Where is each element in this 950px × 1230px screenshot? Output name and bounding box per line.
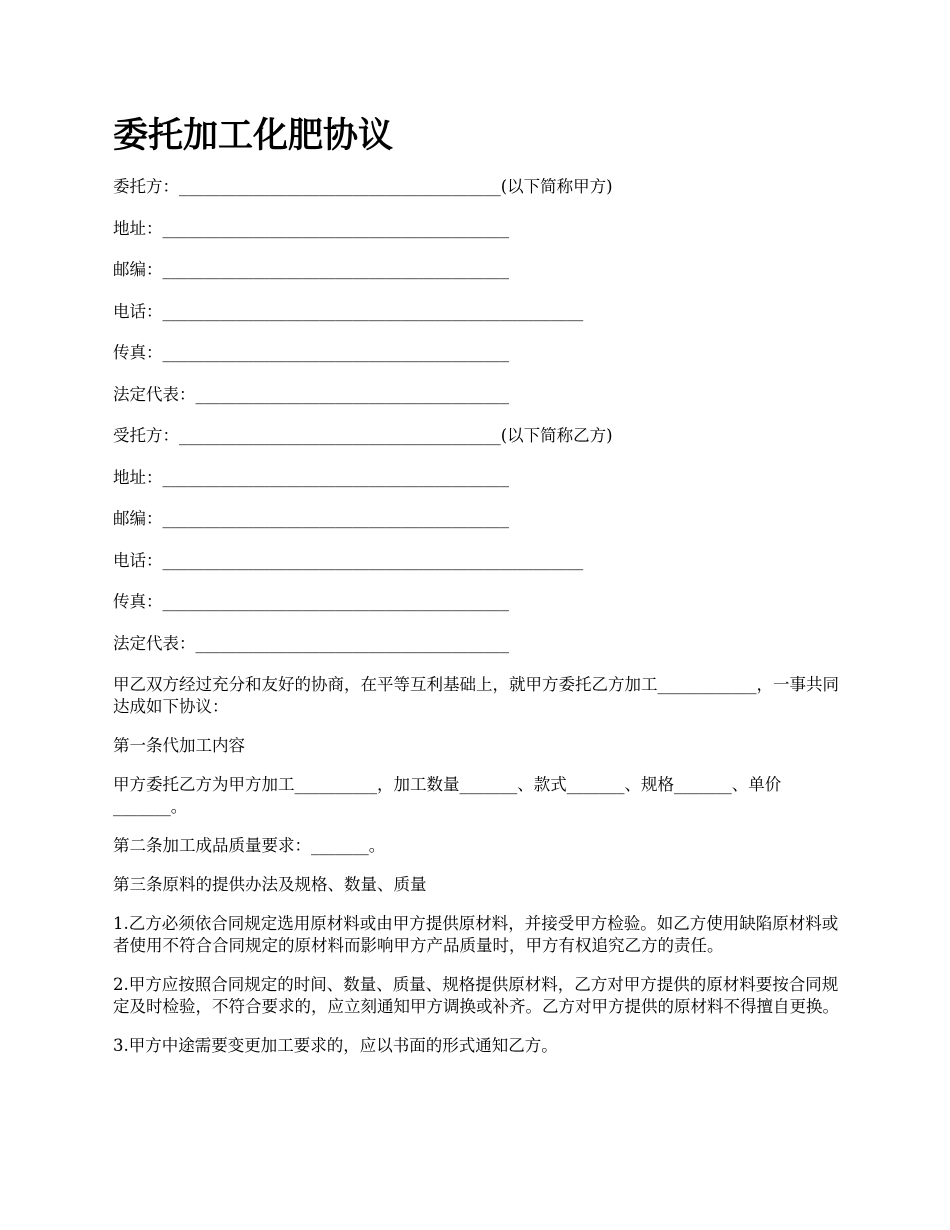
party-b-address-line: 地址：__________________________________________	[113, 467, 509, 487]
document-page	[113, 112, 853, 1074]
article-2-paragraph: 第二条加工成品质量要求：_______。	[113, 836, 386, 855]
article-1-body: 甲方委托乙方为甲方加工__________，加工数量_______、款式_______、规格_______、单价_______。	[113, 775, 782, 816]
preamble-paragraph: 甲乙双方经过充分和友好的协商，在平等互利基础上，就甲方委托乙方加工____________，一事共同达成如下协议：	[113, 675, 839, 716]
party-a-postcode-line: 邮编：__________________________________________	[113, 260, 509, 279]
party-b-fax-line: 传真：__________________________________________	[113, 592, 509, 611]
document-title: 委托加工化肥协议	[113, 116, 394, 156]
clause-1-paragraph: 1.乙方必须依合同规定选用原材料或由甲方提供原材料，并接受甲方检验。如乙方使用缺陷原材料或者使用不符合合同规定的原材料而影响甲方产品质量时，甲方有权追究乙方的责任。	[113, 914, 839, 955]
party-b-phone-line: 电话：___________________________________________________	[113, 550, 584, 570]
party-b-postcode-line: 邮编：__________________________________________	[113, 509, 509, 528]
party-a-address-line: 地址：__________________________________________	[113, 218, 509, 238]
party-a-phone-line: 电话：___________________________________________________	[113, 301, 584, 321]
article-1-heading: 第一条代加工内容	[113, 736, 245, 755]
party-a-legal-rep-line: 法定代表：______________________________________	[113, 384, 509, 404]
article-3-heading: 第三条原料的提供办法及规格、数量、质量	[113, 875, 427, 894]
clause-2-paragraph: 2.甲方应按照合同规定的时间、数量、质量、规格提供原材料，乙方对甲方提供的原材料要按合同规定及时检验，不符合要求的，应立刻通知甲方调换或补齐。乙方对甲方提供的原材料不得擅自更换。	[113, 975, 839, 1016]
party-b-legal-rep-line: 法定代表：______________________________________	[113, 633, 509, 653]
party-a-client-line: 委托方：_______________________________________(以下简称甲方)	[113, 177, 613, 196]
clause-3-paragraph: 3.甲方中途需要变更加工要求的，应以书面的形式通知乙方。	[113, 1036, 558, 1055]
party-a-fax-line: 传真：__________________________________________	[113, 343, 509, 362]
party-b-contractor-line: 受托方：_______________________________________(以下简称乙方)	[113, 426, 613, 445]
